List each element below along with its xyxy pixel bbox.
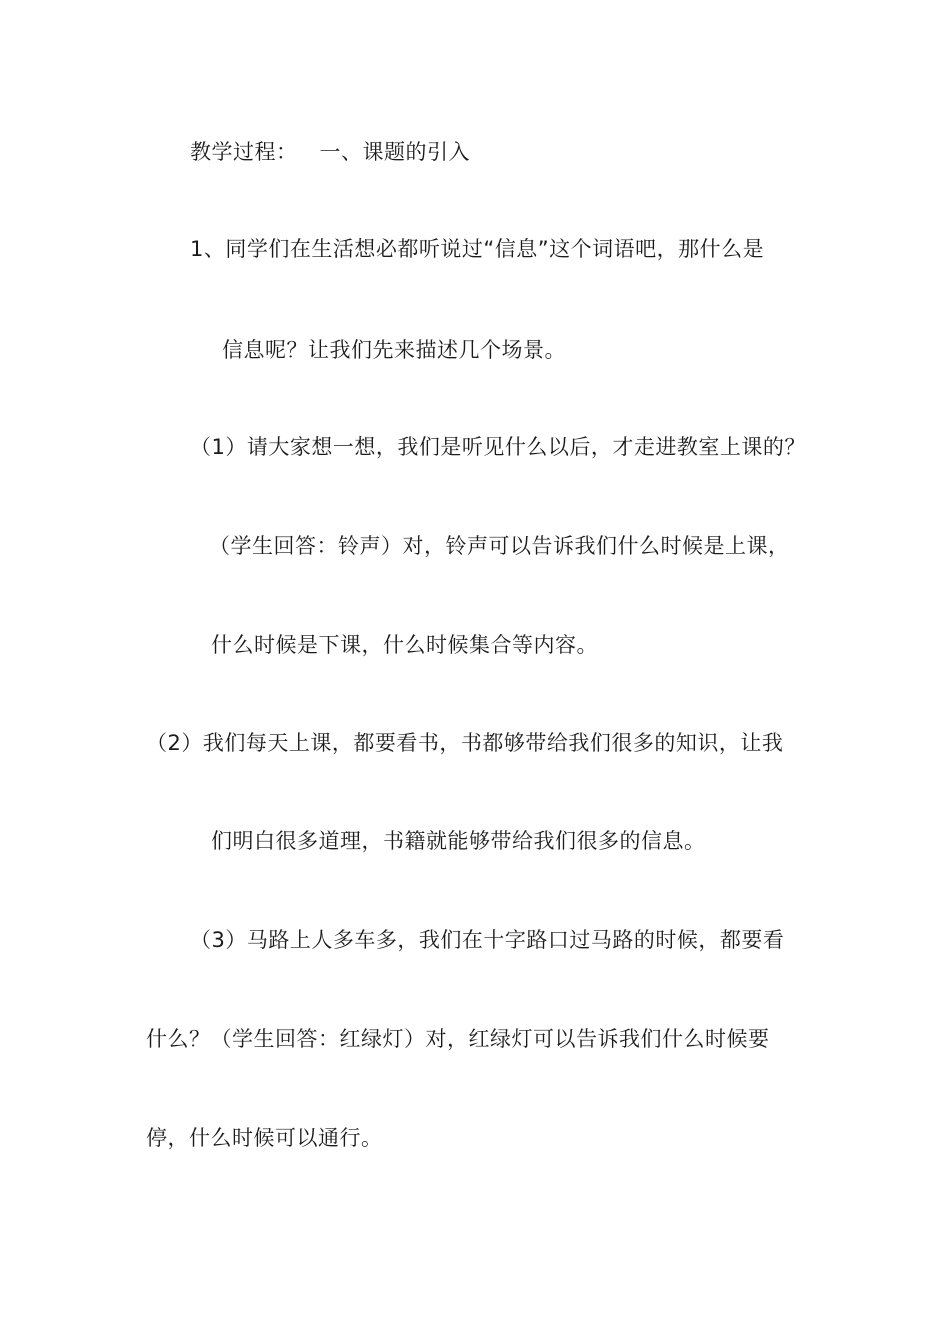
paragraph-line: （3）马路上人多车多，我们在十字路口过马路的时候，都要看 <box>190 928 785 952</box>
paragraph-line: 1、同学们在生活想必都听说过“信息”这个词语吧，那什么是 <box>190 237 765 261</box>
paragraph-line: 什么？（学生回答：红绿灯）对，红绿灯可以告诉我们什么时候要 <box>146 1027 770 1051</box>
paragraph-line: 们明白很多道理，书籍就能够带给我们很多的信息。 <box>211 829 706 853</box>
paragraph-line: 什么时候是下课，什么时候集合等内容。 <box>211 633 598 657</box>
paragraph-line: （学生回答：铃声）对，铃声可以告诉我们什么时候是上课， <box>209 534 790 558</box>
paragraph-line: （1）请大家想一想，我们是听见什么以后，才走进教室上课的？ <box>190 435 806 459</box>
paragraph-line: （2）我们每天上课，都要看书，书都够带给我们很多的知识，让我 <box>146 731 784 755</box>
lesson-heading <box>190 138 470 166</box>
heading-section: 一、课题的引入 <box>319 140 470 164</box>
paragraph-line: 停，什么时候可以通行。 <box>146 1126 383 1150</box>
paragraph-line: 信息呢？让我们先来描述几个场景。 <box>222 338 566 362</box>
heading-label: 教学过程： <box>190 140 298 164</box>
